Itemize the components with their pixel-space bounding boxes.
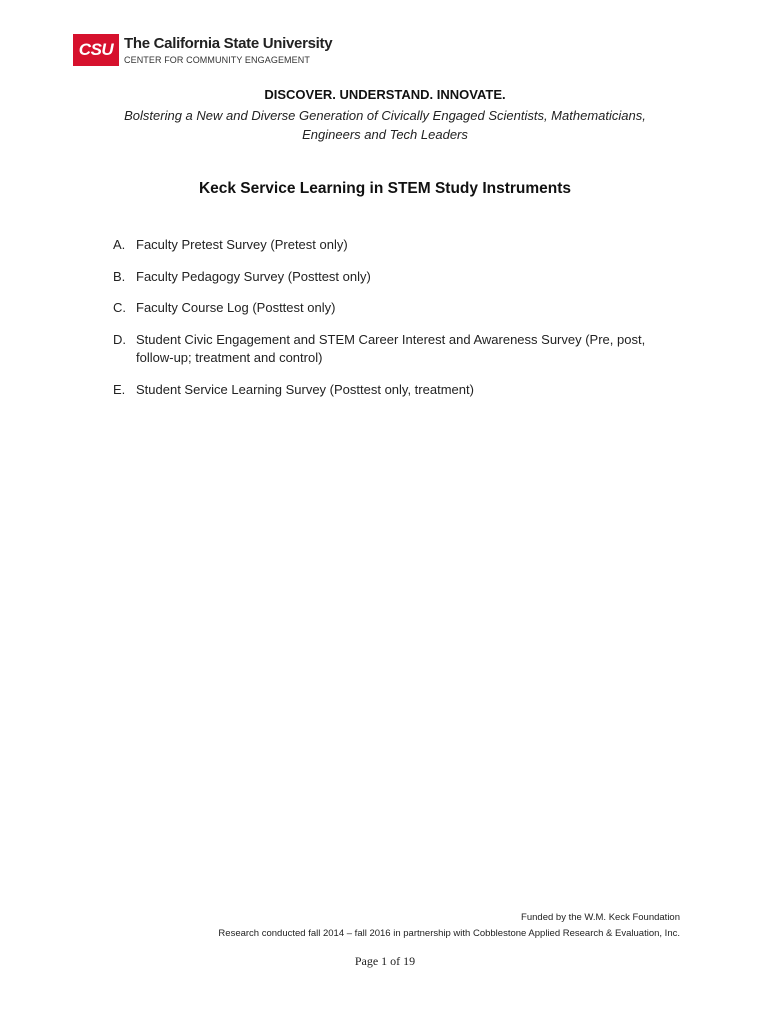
list-item-letter: A. xyxy=(113,237,126,252)
funding-note xyxy=(218,910,680,941)
page-title: Keck Service Learning in STEM Study Instruments xyxy=(198,180,572,197)
subtitle-line-2: Engineers and Tech Leaders xyxy=(302,127,468,142)
funded-by: Funded by the W.M. Keck Foundation xyxy=(521,912,680,923)
csu-logo xyxy=(73,34,333,68)
page-number: Page 1 of 19 xyxy=(354,954,416,968)
list-item-letter: D. xyxy=(113,331,126,347)
subtitle-line-1: Bolstering a New and Diverse Generation of Civically Engaged Scientists, Mathematicians, xyxy=(124,108,646,123)
department-name: CENTER FOR COMMUNITY ENGAGEMENT xyxy=(124,55,310,65)
instrument-list xyxy=(113,236,683,412)
list-item-text: Faculty Pretest Survey (Pretest only) xyxy=(136,237,348,252)
list-item-letter: C. xyxy=(113,300,126,315)
list-item-text: Faculty Course Log (Posttest only) xyxy=(136,300,336,315)
csu-logo-mark: CSU xyxy=(73,34,119,66)
list-item-text: Faculty Pedagogy Survey (Posttest only) xyxy=(136,268,371,284)
list-item xyxy=(113,331,683,368)
list-item xyxy=(113,268,683,287)
list-item-text: Student Civic Engagement and STEM Career Interest and Awareness Survey (Pre, post, follow-up; treatment and control) xyxy=(136,331,646,365)
list-item-text: Student Service Learning Survey (Posttest only, treatment) xyxy=(136,381,474,397)
tagline: DISCOVER. UNDERSTAND. INNOVATE. xyxy=(264,87,506,102)
university-name: The California State University xyxy=(124,35,333,52)
list-item xyxy=(113,299,683,318)
subtitle xyxy=(80,106,690,144)
list-item xyxy=(113,236,683,255)
list-item-letter: B. xyxy=(113,268,126,284)
research-note: Research conducted fall 2014 – fall 2016 in partnership with Cobblestone Applied Research & Evaluation, Inc. xyxy=(218,927,680,939)
list-item xyxy=(113,381,683,400)
list-item-letter: E. xyxy=(113,381,126,397)
